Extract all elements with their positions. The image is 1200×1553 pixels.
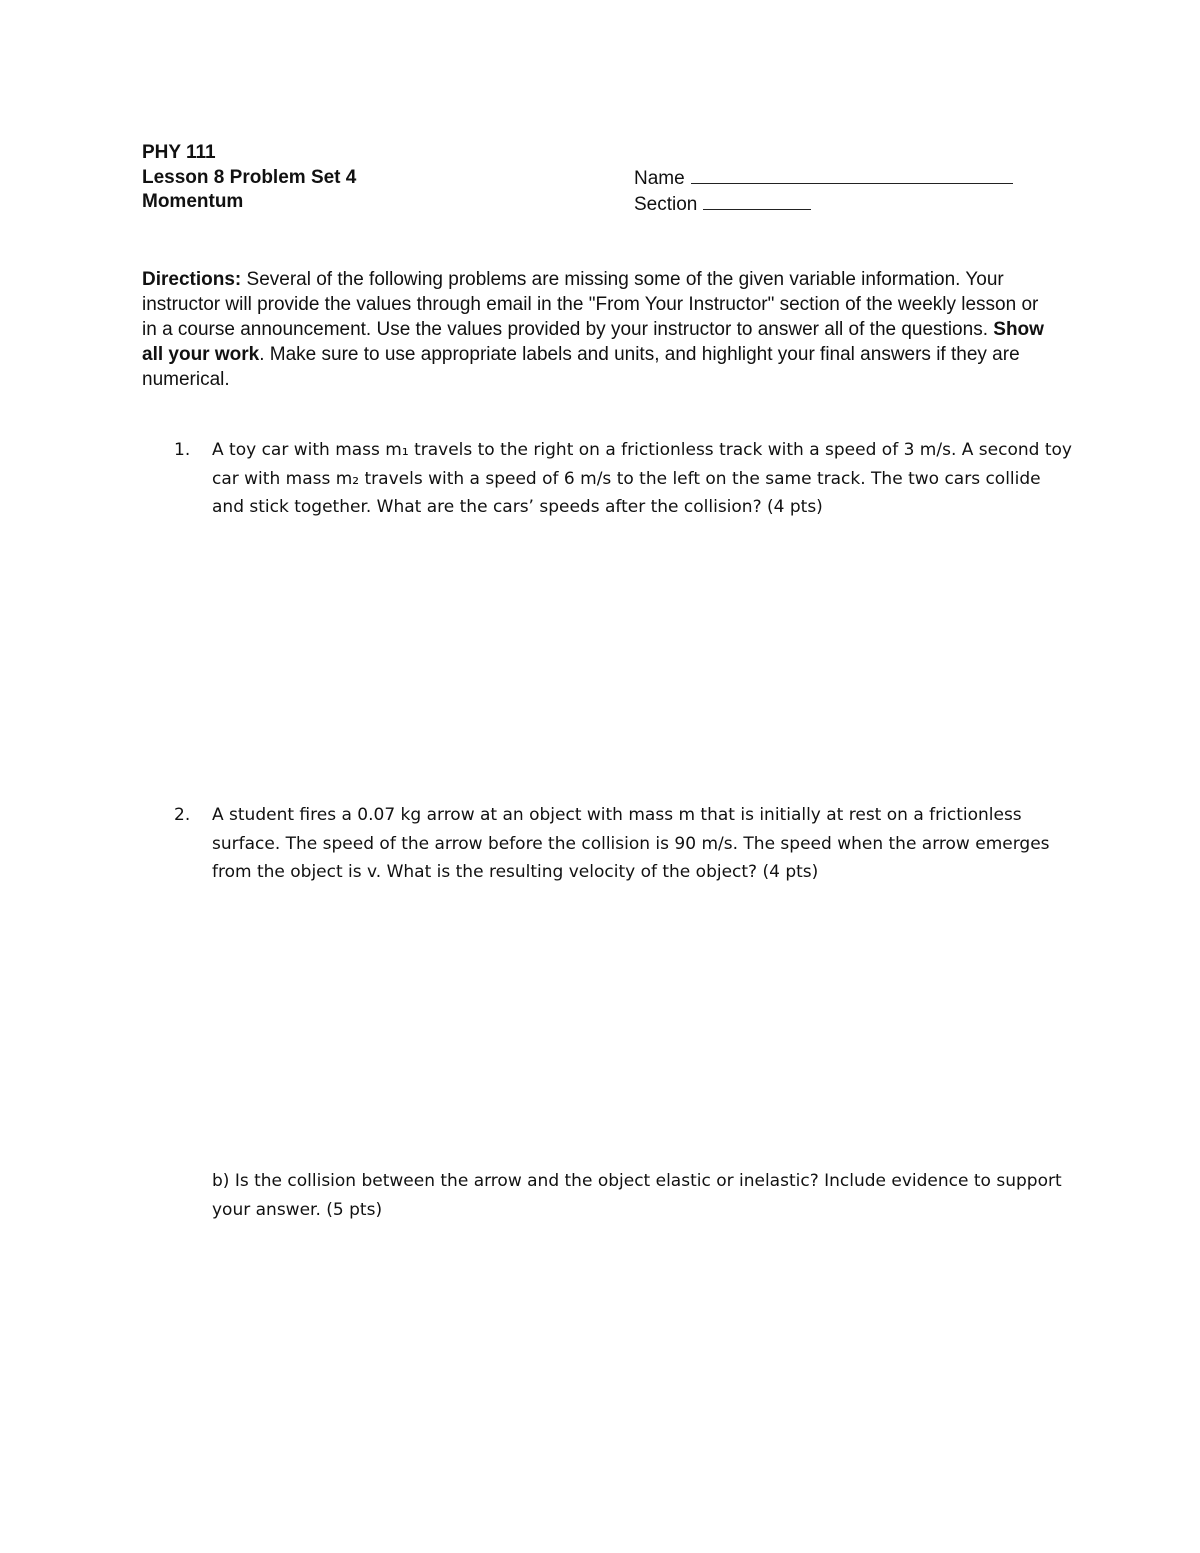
- directions-text-end: . Make sure to use appropriate labels and units, and highlight your final answers if they are numerical.: [142, 344, 1020, 390]
- student-info: [634, 166, 1013, 217]
- name-label: Name: [634, 168, 685, 189]
- directions-label: Directions:: [142, 269, 242, 290]
- question-text: A student fires a 0.07 kg arrow at an object with mass m that is initially at rest on a frictionless surface. The speed of the arrow before the collision is 90 m/s. The speed when the arrow emerges from the object is v. What is the resulting velocity of the object? (4 pts): [212, 805, 1050, 882]
- directions-emphasis: Show all your work: [142, 319, 1044, 365]
- document-header: [142, 141, 356, 215]
- name-line: [634, 166, 1013, 192]
- section-line: [634, 192, 1013, 218]
- name-blank: [691, 166, 1013, 184]
- section-label: Section: [634, 193, 698, 215]
- directions-paragraph: [142, 267, 1047, 392]
- directions-text: Several of the following problems are missing some of the given variable information. Your instructor will provide the values through email in the "From Your Instructor" section of the weekly lesson or in a course announcement. Use the values provided by your instructor to answer all of the questions.: [142, 269, 1039, 340]
- question-number: 1.: [174, 440, 191, 460]
- question-number: 2.: [174, 805, 191, 825]
- question-part-b-text: b) Is the collision between the arrow and the object elastic or inelastic? Include evidence to support your answer. (5 pts): [212, 1171, 1062, 1220]
- course-code: PHY 111: [142, 142, 216, 163]
- topic-title: Momentum: [142, 191, 244, 212]
- question-text: A toy car with mass m₁ travels to the right on a frictionless track with a speed of 3 m/s. A second toy car with mass m₂ travels with a speed of 6 m/s to the left on the same track. The two cars collide and stick together. What are the cars’ speeds after the collision? (4 pts): [212, 440, 1072, 517]
- lesson-title: Lesson 8 Problem Set 4: [142, 166, 357, 188]
- section-blank: [703, 192, 811, 210]
